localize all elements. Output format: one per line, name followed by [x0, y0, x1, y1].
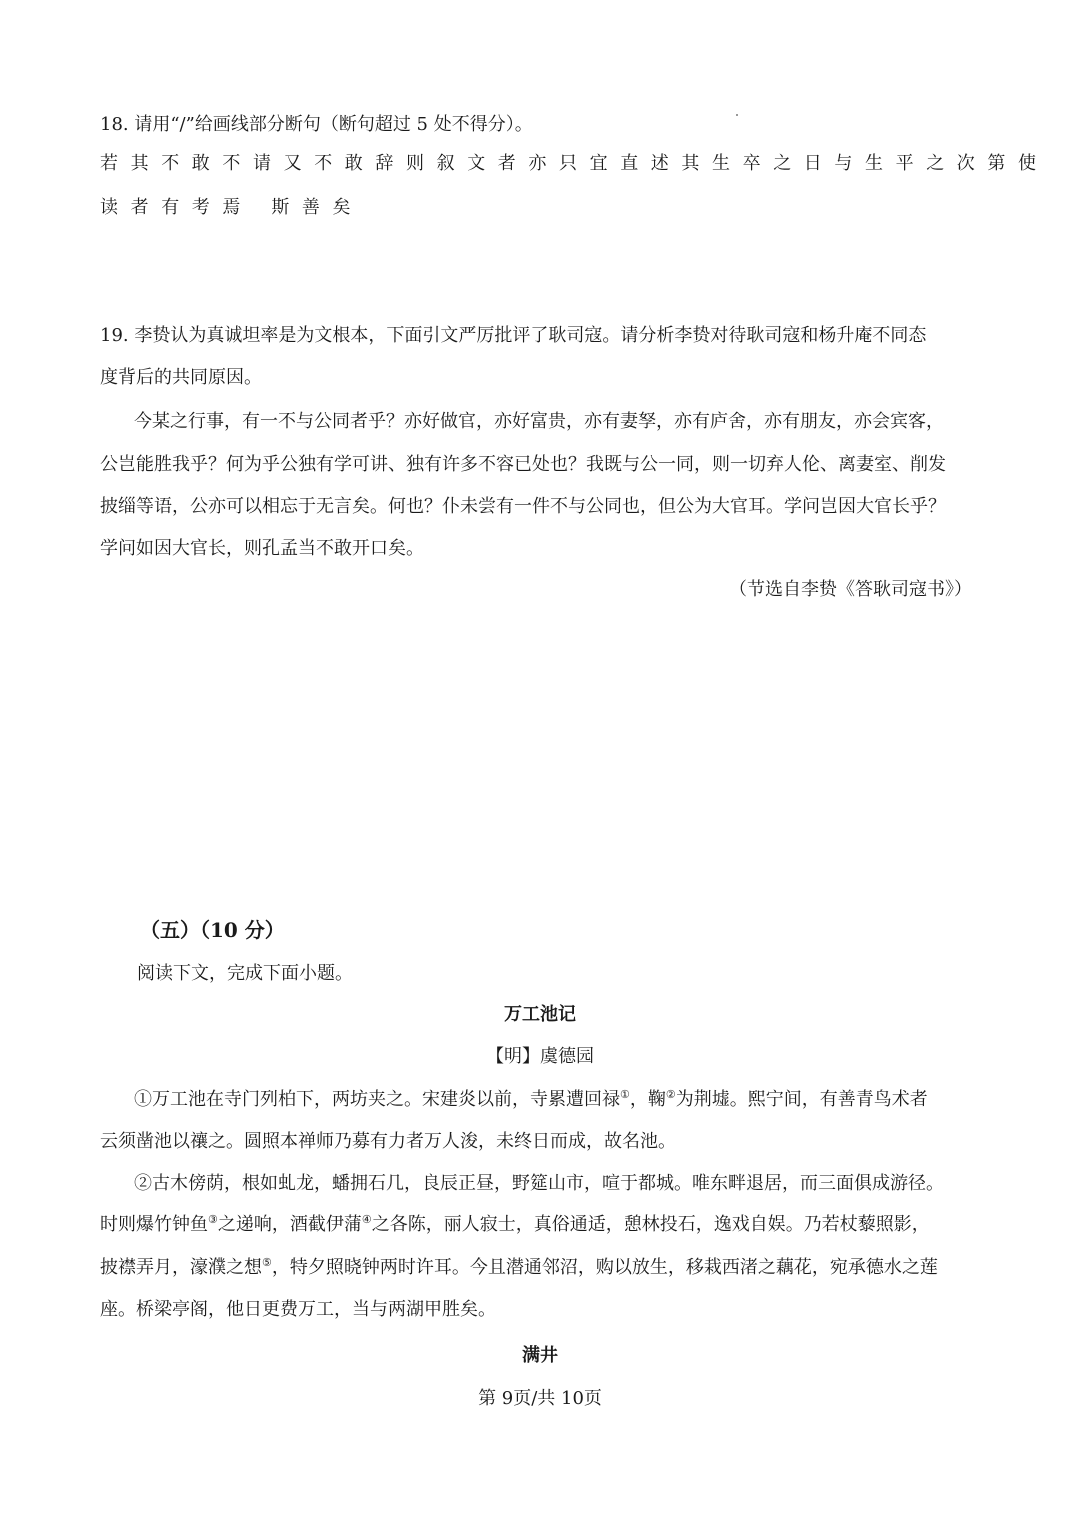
- note-4: ④: [361, 1213, 372, 1226]
- scan-speck: [736, 114, 738, 116]
- note-3: ③: [208, 1213, 218, 1226]
- q19-source: （节选自李贽《答耿司寇书》）: [729, 579, 972, 600]
- q19-prompt-line-2: 度背后的共同原因。: [100, 367, 262, 388]
- section-instruction: 阅读下文，完成下面小题。: [137, 963, 353, 984]
- note-5: ⑤: [262, 1256, 272, 1269]
- q19-quote-line-2: 公岂能胜我乎？何为乎公独有学可讲、独有许多不容已处也？我既与公一同，则一切弃人伦、离妻室、削发: [100, 454, 946, 475]
- next-essay-title: 满井: [522, 1345, 558, 1366]
- note-2: ②: [665, 1088, 676, 1101]
- section-heading: （五）（10 分）: [140, 918, 285, 942]
- q19-prompt-line-1: 19. 李贽认为真诚坦率是为文根本，下面引文严厉批评了耿司寇。请分析李贽对待耿司寇和杨升庵不同态: [100, 325, 927, 346]
- q19-quote-line-4: 学问如因大官长，则孔孟当不敢开口矣。: [100, 538, 424, 559]
- q19-quote-line-3: 披缁等语，公亦可以相忘于无言矣。何也？仆未尝有一件不与公同也，但公为大官耳。学问岂因大官长乎？: [100, 496, 946, 517]
- q18-passage-line-2: 读者有考焉 斯善矣: [100, 197, 364, 218]
- note-1: ①: [620, 1088, 630, 1101]
- paragraph-2-line-4: 座。桥梁亭阁，他日更费万工，当与两湖甲胜矣。: [100, 1299, 496, 1320]
- essay-title: 万工池记: [504, 1004, 576, 1025]
- paragraph-1-line-2: 云须凿池以禳之。圆照本禅师乃募有力者万人浚，未终日而成，故名池。: [100, 1131, 676, 1152]
- paragraph-2-line-3: 披襟弄月，濠濮之想⑤，特夕照晓钟两时许耳。今且潜通邻沼，购以放生，移栽西渚之藕花，宛承德水之莲: [100, 1256, 938, 1278]
- q18-prompt: 18. 请用“/”给画线部分断句（断句超过 5 处不得分）。: [100, 114, 533, 135]
- paragraph-1-line-1: ①万工池在寺门列柏下，两坊夹之。宋建炎以前，寺累遭回禄①，鞠②为荆墟。熙宁间，有善青鸟术者: [134, 1088, 928, 1110]
- q19-quote-line-1: 今某之行事，有一不与公同者乎？亦好做官，亦好富贵，亦有妻孥，亦有庐舍，亦有朋友，亦会宾客，: [134, 411, 944, 432]
- paragraph-2-line-2: 时则爆竹钟鱼③之递响，酒截伊蒲④之各陈，丽人寂士，真俗通适，憩林投石，逸戏自娱。乃若杖藜照影，: [100, 1213, 930, 1235]
- q18-passage-line-1: 若其不敢不请又不敢辞则叙文者亦只宜直述其生卒之日与生平之次第使: [100, 153, 1049, 174]
- page-number: 第 9页/共 10页: [478, 1388, 602, 1409]
- paragraph-2-line-1: ②古木傍荫，根如虬龙，蟠拥石几，良辰正昼，野筵山市，喧于都城。唯东畔退居，而三面俱成游径。: [134, 1173, 944, 1194]
- essay-author: 【明】虞德园: [486, 1046, 594, 1067]
